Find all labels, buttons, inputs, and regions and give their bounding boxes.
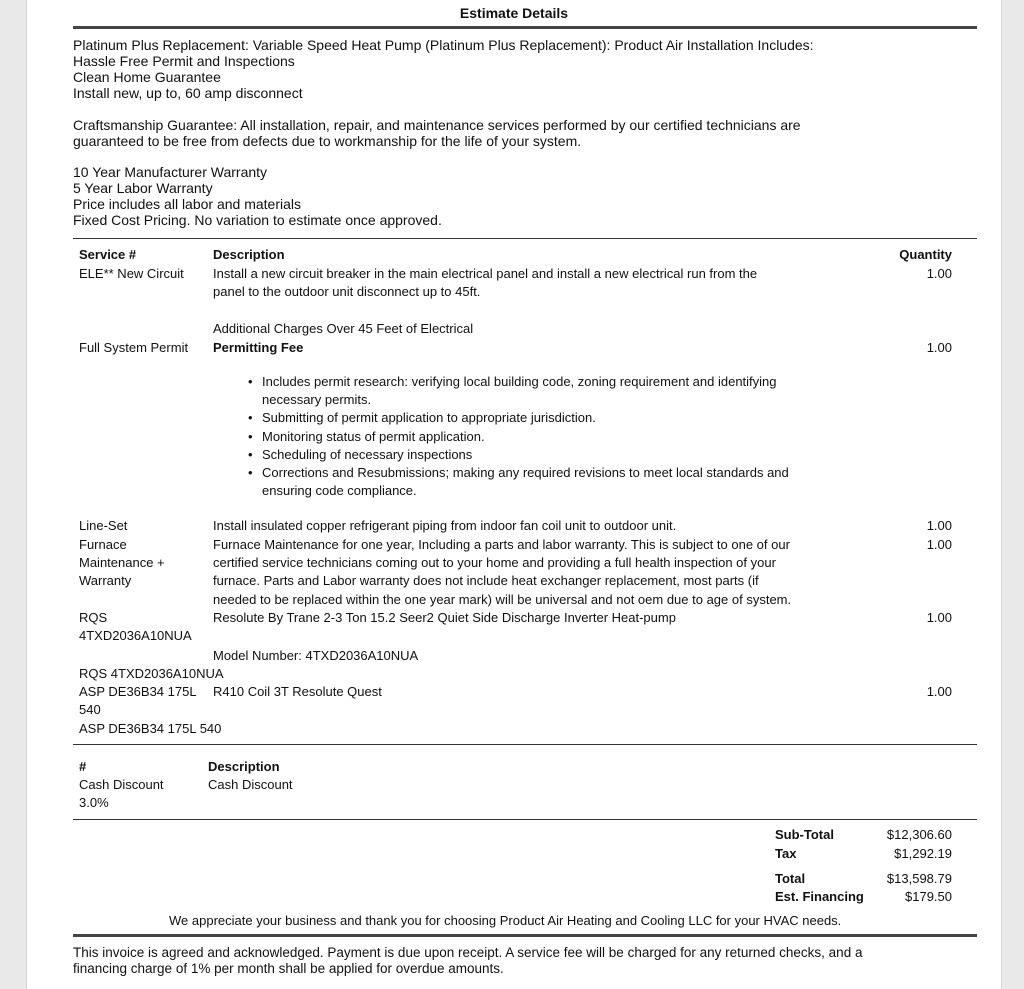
service-code-line: Warranty <box>79 573 132 589</box>
service-description: R410 Coil 3T Resolute Quest <box>213 684 382 699</box>
package-includes <box>73 37 814 101</box>
include-line: Hassle Free Permit and Inspections <box>73 53 295 69</box>
discount-name-line: Cash Discount <box>79 777 164 792</box>
list-item: • Monitoring status of permit application. <box>248 428 789 446</box>
subtotal-label: Sub-Total <box>775 827 834 842</box>
package-title: Platinum Plus Replacement: Variable Speed Heat Pump (Platinum Plus Replacement): Product Air Installation Includes: <box>73 37 814 53</box>
service-description: Permitting Fee <box>213 340 304 355</box>
description-line: needed to be replaced within the one year mark) will be universal and not oem due to age of system. <box>213 591 792 607</box>
service-code <box>79 683 197 719</box>
subtotal-value: $12,306.60 <box>886 827 952 842</box>
estimate-document <box>26 0 1002 989</box>
list-item: • Scheduling of necessary inspections <box>248 446 789 464</box>
service-code-line: ASP DE36B34 175L <box>79 684 197 699</box>
service-code-line: 540 <box>79 702 101 718</box>
col-header-description: Description <box>213 247 285 262</box>
financing-value: $179.50 <box>905 889 952 904</box>
service-quantity: 1.00 <box>926 684 952 699</box>
service-code <box>79 536 165 591</box>
services-bottom-divider <box>73 744 977 745</box>
service-quantity: 1.00 <box>926 340 952 355</box>
service-code-line: 4TXD2036A10NUA <box>79 628 192 644</box>
additional-charges-note: Additional Charges Over 45 Feet of Electrical <box>213 321 474 336</box>
description-line: furnace. Parts and Labor warranty does not include heat exchanger replacement, most parts (if <box>213 573 759 589</box>
warranty-line: Fixed Cost Pricing. No variation to estimate once approved. <box>73 212 442 228</box>
description-line: certified service technicians coming out to your home and providing a full health inspection of your <box>213 555 776 571</box>
tax-value: $1,292.19 <box>894 846 952 861</box>
financing-label: Est. Financing <box>775 889 864 904</box>
bullet-text: Corrections and Resubmissions; making any required revisions to meet local standards and <box>262 465 789 481</box>
thank-you-note: We appreciate your business and thank you for choosing Product Air Heating and Cooling LLC for your HVAC needs. <box>169 913 842 928</box>
service-quantity: 1.00 <box>926 610 952 625</box>
craftsmanship-guarantee <box>73 117 801 149</box>
page-title: Estimate Details <box>459 5 569 21</box>
description-line: Install a new circuit breaker in the main electrical panel and install a new electrical run from the <box>213 266 758 281</box>
discount-description: Cash Discount <box>208 777 293 792</box>
terms-line: financing charge of 1% per month shall be applied for overdue amounts. <box>73 961 504 976</box>
col-header-description: Description <box>208 759 280 774</box>
bullet-text: Includes permit research: verifying local building code, zoning requirement and identifying <box>262 374 777 389</box>
service-quantity: 1.00 <box>926 537 952 552</box>
permit-bullet-list <box>248 373 789 500</box>
warranty-line: 10 Year Manufacturer Warranty <box>73 164 268 180</box>
services-top-divider <box>73 238 977 239</box>
service-description <box>213 536 791 609</box>
service-code-line: RQS <box>79 610 108 625</box>
description-line: Furnace Maintenance for one year, Including a parts and labor warranty. This is subject to one of our <box>213 537 790 552</box>
description-line: panel to the outdoor unit disconnect up to 45ft. <box>213 284 481 300</box>
include-line: Clean Home Guarantee <box>73 69 221 85</box>
equipment-code: RQS 4TXD2036A10NUA <box>79 666 224 681</box>
discounts-divider <box>73 819 977 820</box>
service-code: Full System Permit <box>79 340 189 355</box>
guarantee-line: guaranteed to be free from defects due to workmanship for the life of your system. <box>73 133 582 149</box>
invoice-terms <box>73 945 862 977</box>
service-quantity: 1.00 <box>926 518 952 533</box>
service-description: Install insulated copper refrigerant piping from indoor fan coil unit to outdoor unit. <box>213 518 677 533</box>
terms-line: This invoice is agreed and acknowledged. Payment is due upon receipt. A service fee will be charged for any returned checks, and a <box>73 945 863 960</box>
list-item <box>248 464 789 500</box>
total-value: $13,598.79 <box>886 871 952 886</box>
service-code: ELE** New Circuit <box>79 266 184 281</box>
guarantee-line: Craftsmanship Guarantee: All installation, repair, and maintenance services performed by our certified technicians are <box>73 117 801 133</box>
warranty-list <box>73 164 442 228</box>
col-header-quantity: Quantity <box>899 247 952 262</box>
service-code-line: Furnace <box>79 537 127 552</box>
warranty-line: 5 Year Labor Warranty <box>73 180 213 196</box>
model-number: Model Number: 4TXD2036A10NUA <box>213 648 419 663</box>
bullet-text: necessary permits. <box>262 392 372 408</box>
tax-label: Tax <box>775 846 797 861</box>
warranty-line: Price includes all labor and materials <box>73 196 301 212</box>
total-label: Total <box>775 871 806 886</box>
service-description: Resolute By Trane 2-3 Ton 15.2 Seer2 Quiet Side Discharge Inverter Heat-pump <box>213 610 676 625</box>
col-header-number: # <box>79 759 87 774</box>
service-code <box>79 609 192 645</box>
include-line: Install new, up to, 60 amp disconnect <box>73 85 303 101</box>
footer-divider <box>73 934 977 937</box>
equipment-code: ASP DE36B34 175L 540 <box>79 721 222 736</box>
bullet-text: ensuring code compliance. <box>262 483 417 499</box>
service-code-line: Maintenance + <box>79 555 165 571</box>
discount-name <box>79 776 164 812</box>
service-description <box>213 265 757 301</box>
list-item: • Submitting of permit application to appropriate jurisdiction. <box>248 409 789 427</box>
list-item <box>248 373 789 409</box>
service-code: Line-Set <box>79 518 128 533</box>
service-quantity: 1.00 <box>926 266 952 281</box>
discount-rate: 3.0% <box>79 795 109 811</box>
title-divider <box>73 26 977 29</box>
col-header-service: Service # <box>79 247 137 262</box>
